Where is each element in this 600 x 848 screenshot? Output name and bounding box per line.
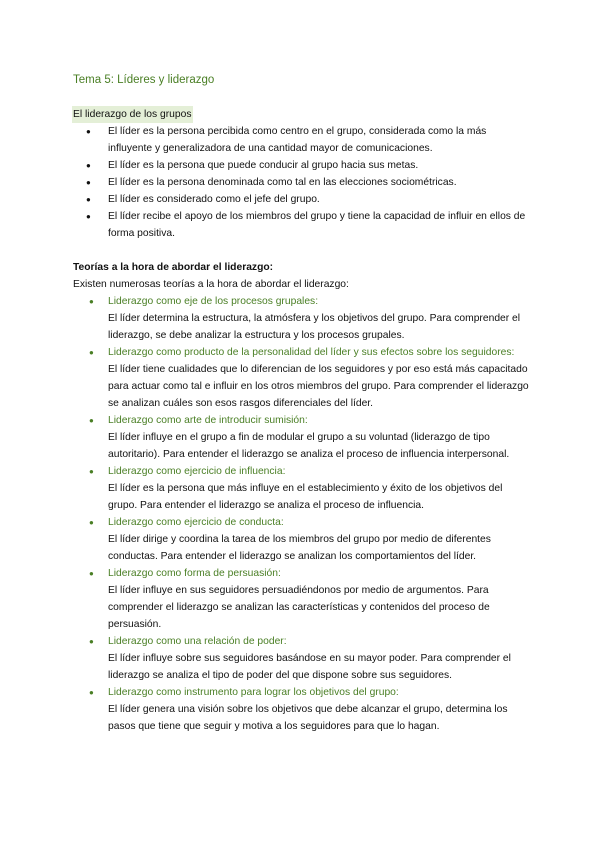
theory-title: ● Liderazgo como instrumento para lograr los objetivos del grupo:	[108, 687, 399, 698]
theory-description: El líder influye sobre sus seguidores basándose en su mayor poder. Para comprender el liderazgo se analiza el tipo de poder del que dispone sobre sus seguidores.	[108, 653, 511, 681]
document-page	[73, 72, 533, 735]
theory-description: El líder tiene cualidades que lo diferencian de los seguidores y por eso está más capacitado para actuar como tal e influir en los otros miembros del grupo. Para comprender el liderazgo se analizan cuáles son esos rasgos diferenciales del líder.	[108, 364, 529, 409]
list-item: ● El líder es la persona percibida como centro en el grupo, considerada como la más influyente y generalizadora de una cantidad mayor de comunicaciones.	[73, 123, 533, 157]
definitions-list	[73, 123, 533, 242]
theory-title: ● Liderazgo como producto de la personalidad del líder y sus efectos sobre los seguidores:	[108, 347, 515, 358]
list-item: ● El líder recibe el apoyo de los miembros del grupo y tiene la capacidad de influir en ellos de forma positiva.	[73, 208, 533, 242]
document-title: Tema 5: Líderes y liderazgo	[73, 74, 215, 86]
theory-title: ● Liderazgo como ejercicio de conducta:	[108, 517, 284, 528]
theory-description: El líder determina la estructura, la atmósfera y los objetivos del grupo. Para comprender el liderazgo, se debe analizar la estructura y los procesos grupales.	[108, 313, 521, 341]
theory-item	[73, 565, 533, 633]
theory-item	[73, 514, 533, 565]
theory-item	[73, 463, 533, 514]
highlighted-heading: El liderazgo de los grupos	[72, 106, 193, 123]
section-heading-liderazgo-grupos	[73, 106, 533, 123]
theory-title: ● Liderazgo como eje de los procesos grupales:	[108, 296, 319, 307]
theory-description: El líder es la persona que más influye en el establecimiento y éxito de los objetivos del grupo. Para entender el liderazgo se analiza el proceso de influencia.	[108, 483, 503, 511]
theory-title: ● Liderazgo como arte de introducir sumisión:	[108, 415, 308, 426]
theory-item	[73, 633, 533, 684]
theory-description: El líder influye en sus seguidores persuadiéndonos por medio de argumentos. Para comprender el liderazgo se analizan las características y contenidos del proceso de persuasión.	[108, 585, 490, 630]
theory-item	[73, 293, 533, 344]
list-item: ● El líder es la persona denominada como tal en las elecciones sociométricas.	[73, 174, 533, 191]
theory-description: El líder genera una visión sobre los objetivos que debe alcanzar el grupo, determina los pasos que tiene que seguir y motiva a los seguidores para que lo hagan.	[108, 704, 508, 732]
theory-description: El líder dirige y coordina la tarea de los miembros del grupo por medio de diferentes conductas. Para entender el liderazgo se analizan los comportamientos del líder.	[108, 534, 491, 562]
theories-list	[73, 293, 533, 735]
theory-description: El líder influye en el grupo a fin de modular el grupo a su voluntad (liderazgo de tipo autoritario). Para entender el liderazgo se analiza el proceso de influencia interpersonal.	[108, 432, 510, 460]
theory-title: ● Liderazgo como ejercicio de influencia:	[108, 466, 286, 477]
theory-title: ● Liderazgo como forma de persuasión:	[108, 568, 281, 579]
section-heading-teorias: Teorías a la hora de abordar el liderazgo:	[73, 262, 274, 273]
section-intro: Existen numerosas teorías a la hora de abordar el liderazgo:	[73, 279, 349, 290]
list-item: ● El líder es considerado como el jefe del grupo.	[73, 191, 533, 208]
theory-title: ● Liderazgo como una relación de poder:	[108, 636, 287, 647]
theory-item	[73, 684, 533, 735]
list-item: ● El líder es la persona que puede conducir al grupo hacia sus metas.	[73, 157, 533, 174]
theory-item	[73, 412, 533, 463]
theory-item	[73, 344, 533, 412]
